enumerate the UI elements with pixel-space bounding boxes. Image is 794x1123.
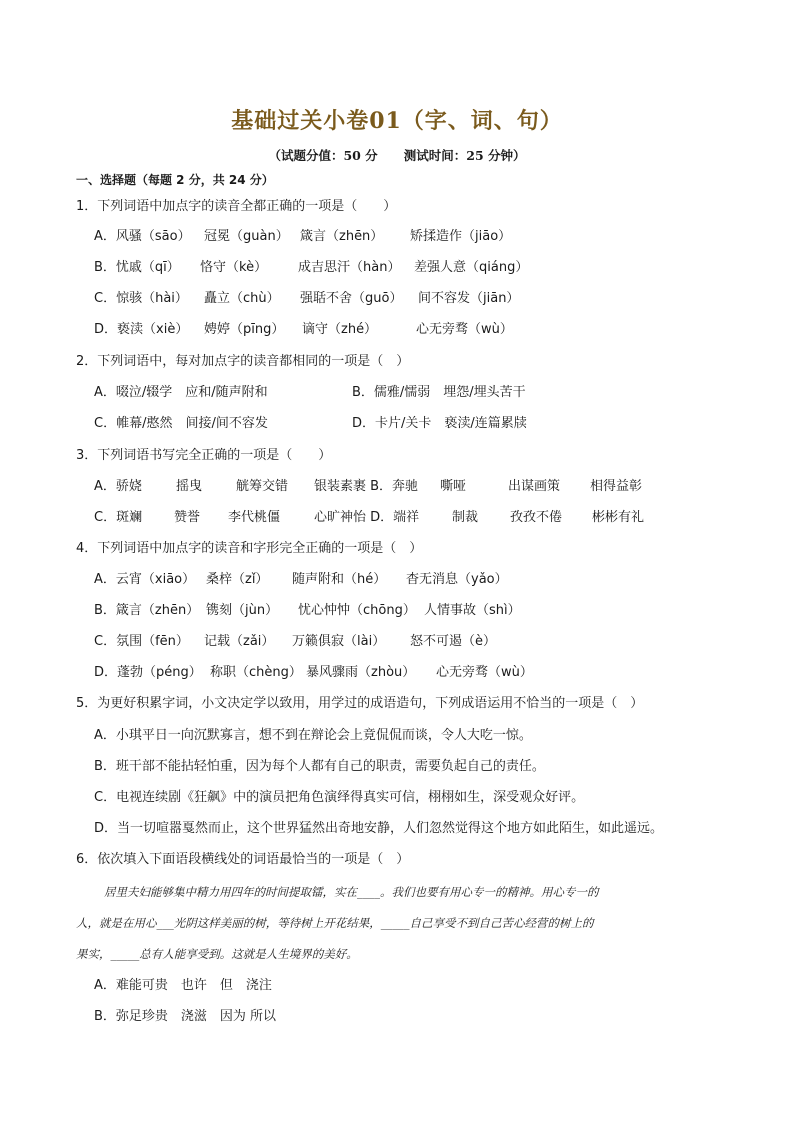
paper-title: 基础过关小卷01（字、词、句） [231, 108, 563, 134]
question-5-option-b: B．班干部不能拈轻怕重，因为每个人都有自己的职责，需要负起自己的责任。 [94, 759, 545, 774]
question-3-options-row-1 [94, 476, 744, 498]
option-item: 彬彬有礼 [592, 510, 645, 525]
option-item: A．云宵（xiāo） [94, 572, 196, 587]
option-item: 心旷神怡 D．端祥 [314, 510, 420, 525]
option-item: 记载（zǎi） [204, 634, 275, 649]
question-1-option-c [94, 288, 744, 310]
option-item: 出谋画策 [508, 479, 561, 494]
option-item: 随声附和（hé） [292, 572, 387, 587]
option-item: C．氛围（fēn） [94, 634, 189, 649]
paper-subtitle: （试题分值：50 分 测试时间：25 分钟） [268, 148, 526, 163]
question-4-option-a [94, 569, 744, 591]
option-item: 怒不可遏（è） [410, 634, 496, 649]
option-item: 忧心忡忡（chōng） [298, 603, 416, 618]
option-item: 李代桃僵 [228, 510, 281, 525]
option-item: B．儒雅/懦弱 埋怨/埋头苦干 [352, 385, 526, 400]
question-1-stem: 1．下列词语中加点字的读音全都正确的一项是（ ） [76, 199, 397, 214]
option-item: 心无旁骛（wù） [416, 322, 513, 337]
option-item: 成吉思汗（hàn） [298, 260, 401, 275]
passage-line: 果实，_____总有人能享受到。这就是人生境界的美好。 [76, 947, 358, 961]
option-item: D．亵渎（xiè） [94, 322, 189, 337]
option-item: 银装素裹 B．奔驰 [314, 479, 419, 494]
option-item: 暴风骤雨（zhòu） [306, 665, 416, 680]
option-item: 摇曳 [176, 479, 203, 494]
option-item: 谪守（zhé） [302, 322, 378, 337]
option-item: 杳无消息（yǎo） [406, 572, 508, 587]
option-item: C．惊骇（hài） [94, 291, 188, 306]
question-5-option-d: D．当一切喧嚣戛然而止，这个世界猛然出奇地安静，人们忽然觉得这个地方如此陌生，如此遥远。 [94, 821, 664, 836]
option-item: 嘶哑 [440, 479, 467, 494]
option-item: 人情事故（shì） [424, 603, 521, 618]
option-item: C．斑斓 [94, 510, 143, 525]
question-4-option-b [94, 600, 744, 622]
question-1-option-b [94, 257, 744, 279]
option-item: 孜孜不倦 [510, 510, 563, 525]
option-item: 恪守（kè） [200, 260, 268, 275]
question-3-stem: 3．下列词语书写完全正确的一项是（ ） [76, 448, 332, 463]
question-2-options-row-1 [94, 382, 744, 404]
question-2-stem: 2．下列词语中，每对加点字的读音都相同的一项是（ ） [76, 354, 410, 369]
option-item: B．忧戚（qī） [94, 260, 180, 275]
option-item: 矫揉造作（jiāo） [410, 229, 512, 244]
section-heading: 一、选择题（每题 2 分，共 24 分） [76, 173, 274, 187]
passage-line: 人，就是在用心___光阴这样美丽的树，等待树上开花结果，_____自己享受不到自己苦心经营的树上的 [76, 916, 594, 930]
question-5-option-a: A．小琪平日一向沉默寡言，想不到在辩论会上竟侃侃而谈，令人大吃一惊。 [94, 728, 532, 743]
question-6-option-a: A．难能可贵 也许 但 浇注 [94, 978, 272, 993]
question-4-option-c [94, 631, 744, 653]
option-item: 镌刻（jùn） [206, 603, 279, 618]
question-5-stem: 5．为更好积累字词，小文决定学以致用，用学过的成语造句，下列成语运用不恰当的一项是（ ） [76, 696, 644, 711]
question-3-options-row-2 [94, 507, 744, 529]
option-item: 矗立（chù） [204, 291, 280, 306]
question-5-option-c: C．电视连续剧《狂飙》中的演员把角色演绎得真实可信，栩栩如生，深受观众好评。 [94, 790, 585, 805]
option-item: C．帷幕/憨然 间接/间不容发 [94, 416, 268, 431]
question-6-option-b: B．弥足珍贵 浇滋 因为 所以 [94, 1009, 277, 1024]
option-item: 箴言（zhēn） [300, 229, 384, 244]
option-item: 相得益彰 [590, 479, 643, 494]
option-item: D．卡片/关卡 亵渎/连篇累牍 [352, 416, 527, 431]
question-2-options-row-2 [94, 413, 744, 435]
question-1-option-d [94, 319, 744, 341]
option-item: 制裁 [452, 510, 479, 525]
question-6-stem: 6．依次填入下面语段横线处的词语最恰当的一项是（ ） [76, 852, 410, 867]
option-item: 称职（chèng） [210, 665, 302, 680]
option-item: D．蓬勃（péng） [94, 665, 202, 680]
option-item: 差强人意（qiáng） [414, 260, 529, 275]
option-item: 桑梓（zǐ） [206, 572, 269, 587]
option-item: 冠冕（guàn） [204, 229, 289, 244]
option-item: 万籁俱寂（lài） [292, 634, 386, 649]
option-item: 觥筹交错 [236, 479, 289, 494]
question-1-option-a [94, 226, 744, 248]
option-item: 心无旁骛（wù） [436, 665, 533, 680]
passage-line: 居里夫妇能够集中精力用四年的时间提取镭，实在____。我们也要有用心专一的精神。用心专一的 [104, 885, 599, 899]
option-item: A．风骚（sāo） [94, 229, 191, 244]
option-item: 赞誉 [174, 510, 201, 525]
option-item: 娉婷（pīng） [204, 322, 285, 337]
option-item: 强聒不舍（guō） [300, 291, 403, 306]
question-4-option-d [94, 662, 744, 684]
option-item: 间不容发（jiān） [418, 291, 520, 306]
option-item: B．箴言（zhēn） [94, 603, 200, 618]
option-item: A．啜泣/辍学 应和/随声附和 [94, 385, 268, 400]
option-item: A．骄娆 [94, 479, 142, 494]
question-4-stem: 4．下列词语中加点字的读音和字形完全正确的一项是（ ） [76, 541, 423, 556]
